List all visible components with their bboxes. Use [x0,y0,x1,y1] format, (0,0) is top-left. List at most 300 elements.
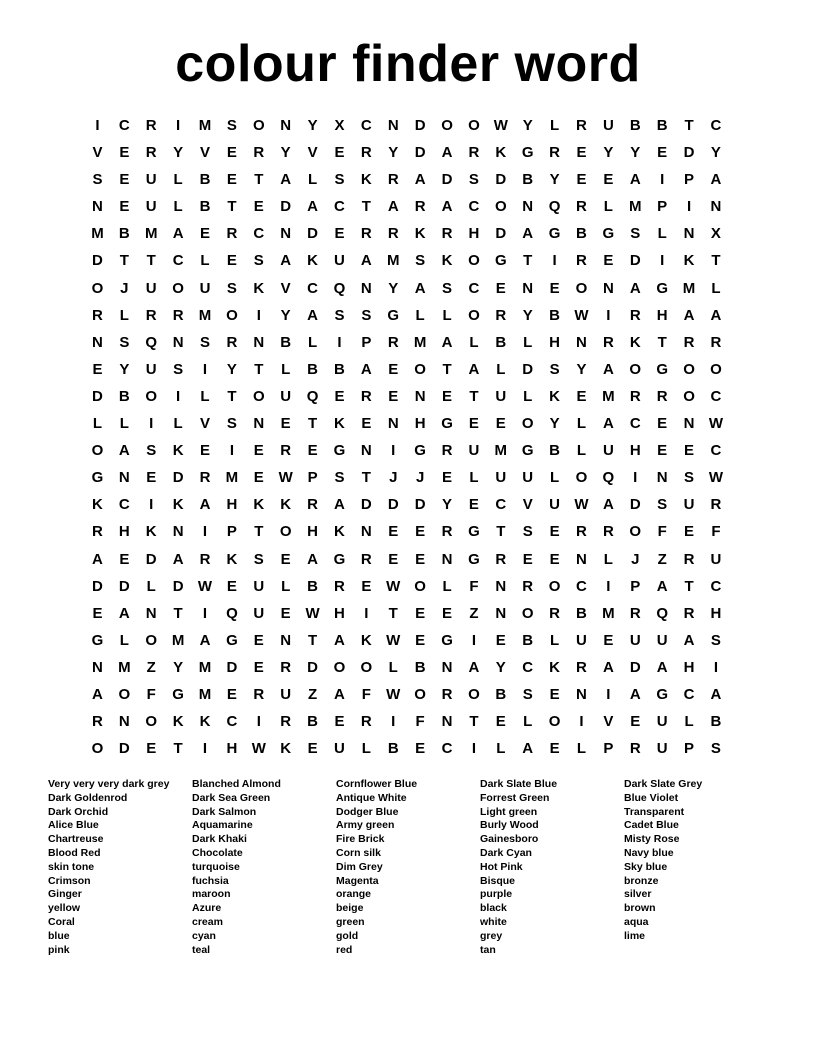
grid-letter[interactable]: I [337,333,342,351]
grid-letter[interactable]: R [172,306,184,324]
grid-letter[interactable]: H [549,333,560,351]
grid-letter[interactable]: P [630,577,641,595]
grid-letter[interactable]: G [91,469,104,487]
grid-letter[interactable]: R [468,144,480,162]
grid-letter[interactable]: R [226,225,238,243]
grid-letter[interactable]: E [415,604,426,622]
grid-letter[interactable]: L [603,550,613,568]
grid-letter[interactable]: I [202,523,208,541]
grid-letter[interactable]: K [253,496,265,514]
grid-letter[interactable]: G [656,360,668,378]
grid-letter[interactable]: B [522,631,534,649]
grid-letter[interactable]: E [603,171,614,189]
grid-letter[interactable]: K [334,415,345,433]
grid-letter[interactable]: L [496,360,506,378]
grid-letter[interactable]: M [144,225,158,243]
grid-letter[interactable]: R [280,713,292,731]
grid-letter[interactable]: E [119,198,130,216]
grid-letter[interactable]: R [199,469,211,487]
grid-letter[interactable]: I [176,117,181,134]
grid-letter[interactable]: R [522,577,534,595]
grid-letter[interactable]: F [146,685,156,703]
grid-letter[interactable]: L [173,415,183,433]
grid-letter[interactable]: C [522,658,534,676]
grid-letter[interactable]: Y [442,496,453,514]
grid-letter[interactable]: O [145,631,158,649]
grid-letter[interactable]: S [415,252,426,270]
grid-letter[interactable]: R [307,496,318,514]
grid-letter[interactable]: A [629,685,641,703]
grid-letter[interactable]: E [576,387,587,405]
grid-letter[interactable]: E [253,198,264,216]
grid-letter[interactable]: S [146,442,157,460]
grid-letter[interactable]: D [92,252,103,270]
grid-letter[interactable]: B [118,387,130,405]
grid-letter[interactable]: S [119,333,130,351]
grid-letter[interactable]: I [176,387,181,405]
grid-letter[interactable]: B [549,306,560,324]
grid-letter[interactable]: O [575,279,588,297]
grid-letter[interactable]: A [92,550,103,568]
grid-letter[interactable]: K [92,496,103,514]
grid-letter[interactable]: N [118,469,130,487]
grid-letter[interactable]: R [602,333,614,351]
grid-letter[interactable]: C [253,225,265,243]
grid-letter[interactable]: L [119,631,129,649]
grid-letter[interactable]: L [442,306,452,324]
grid-letter[interactable]: U [656,631,668,649]
grid-letter[interactable]: G [441,631,453,649]
grid-letter[interactable]: W [305,604,320,622]
grid-letter[interactable]: U [253,577,265,595]
grid-letter[interactable]: Q [306,387,319,405]
grid-letter[interactable]: G [521,442,534,460]
grid-letter[interactable]: E [442,387,453,405]
grid-letter[interactable]: Y [603,144,614,162]
grid-letter[interactable]: A [387,198,399,216]
grid-letter[interactable]: U [145,171,157,189]
grid-letter[interactable]: S [361,306,372,324]
grid-letter[interactable]: R [576,198,587,216]
grid-letter[interactable]: W [386,631,401,649]
grid-letter[interactable]: L [550,469,560,487]
grid-letter[interactable]: U [656,740,668,758]
grid-letter[interactable]: Q [656,604,668,622]
grid-letter[interactable]: C [118,117,130,134]
grid-letter[interactable]: O [118,685,131,703]
grid-letter[interactable]: R [414,198,426,216]
grid-letter[interactable]: O [710,360,722,378]
grid-letter[interactable]: L [388,658,398,676]
grid-letter[interactable]: I [149,415,154,433]
grid-letter[interactable]: N [576,550,587,568]
grid-letter[interactable]: N [387,415,399,433]
grid-letter[interactable]: D [92,577,103,595]
grid-letter[interactable]: B [629,117,641,134]
grid-letter[interactable]: M [494,442,508,460]
grid-letter[interactable]: E [200,442,211,460]
grid-letter[interactable]: G [226,631,238,649]
grid-letter[interactable]: P [657,198,668,216]
grid-letter[interactable]: L [173,198,183,216]
grid-letter[interactable]: I [364,604,369,622]
grid-letter[interactable]: D [629,496,641,514]
grid-letter[interactable]: H [118,523,130,541]
grid-letter[interactable]: E [92,360,103,378]
grid-letter[interactable]: S [334,306,345,324]
grid-letter[interactable]: S [630,225,641,243]
grid-letter[interactable]: C [226,713,238,731]
grid-letter[interactable]: U [629,631,641,649]
grid-letter[interactable]: O [521,415,534,433]
grid-letter[interactable]: R [387,171,399,189]
grid-letter[interactable]: B [334,360,345,378]
grid-letter[interactable]: E [576,144,587,162]
grid-letter[interactable]: K [629,333,641,351]
grid-letter[interactable]: H [226,496,238,514]
grid-letter[interactable]: E [361,415,372,433]
grid-letter[interactable]: S [442,279,453,297]
grid-letter[interactable]: B [495,333,507,351]
grid-letter[interactable]: A [360,252,372,270]
grid-letter[interactable]: E [307,442,318,460]
grid-letter[interactable]: S [334,171,345,189]
grid-letter[interactable]: R [360,225,372,243]
grid-letter[interactable]: E [226,577,237,595]
grid-letter[interactable]: K [226,550,238,568]
grid-letter[interactable]: T [119,252,129,270]
grid-letter[interactable]: L [200,387,210,405]
grid-letter[interactable]: B [199,171,211,189]
grid-letter[interactable]: S [522,523,533,541]
grid-letter[interactable]: N [710,198,722,216]
grid-letter[interactable]: X [710,225,721,243]
grid-letter[interactable]: P [603,740,614,758]
grid-letter[interactable]: D [118,577,130,595]
grid-letter[interactable]: H [710,604,722,622]
grid-letter[interactable]: G [441,415,453,433]
grid-letter[interactable]: D [414,496,426,514]
grid-letter[interactable]: L [523,333,533,351]
grid-letter[interactable]: G [333,550,346,568]
grid-letter[interactable]: N [145,604,157,622]
grid-letter[interactable]: B [118,225,130,243]
grid-letter[interactable]: I [606,306,611,324]
grid-letter[interactable]: I [256,306,261,324]
grid-letter[interactable]: E [361,577,372,595]
grid-letter[interactable]: F [469,577,479,595]
grid-letter[interactable]: N [441,658,453,676]
grid-letter[interactable]: L [361,740,371,758]
grid-letter[interactable]: E [549,550,560,568]
grid-letter[interactable]: E [388,523,399,541]
grid-letter[interactable]: U [280,387,292,405]
grid-letter[interactable]: D [629,252,641,270]
grid-letter[interactable]: D [172,469,184,487]
grid-letter[interactable]: O [468,252,480,270]
grid-letter[interactable]: L [469,333,479,351]
grid-letter[interactable]: V [603,713,614,731]
grid-letter[interactable]: U [468,442,480,460]
grid-letter[interactable]: U [602,117,614,134]
grid-letter[interactable]: Y [576,360,587,378]
grid-letter[interactable]: M [682,279,696,297]
grid-letter[interactable]: U [199,279,211,297]
grid-letter[interactable]: Y [495,658,506,676]
grid-letter[interactable]: A [602,360,614,378]
grid-letter[interactable]: C [710,117,722,134]
grid-letter[interactable]: E [334,225,345,243]
grid-letter[interactable]: A [172,550,184,568]
grid-letter[interactable]: Q [602,469,615,487]
grid-letter[interactable]: I [660,252,665,270]
grid-letter[interactable]: P [226,523,237,541]
grid-letter[interactable]: E [200,225,211,243]
grid-letter[interactable]: M [118,658,131,676]
grid-letter[interactable]: N [92,658,103,676]
grid-letter[interactable]: O [279,523,292,541]
grid-letter[interactable]: B [280,333,292,351]
grid-letter[interactable]: K [172,442,184,460]
grid-letter[interactable]: O [468,117,480,134]
grid-letter[interactable]: O [91,279,104,297]
grid-letter[interactable]: B [576,604,587,622]
grid-letter[interactable]: Z [307,685,318,703]
grid-letter[interactable]: A [307,198,318,216]
grid-letter[interactable]: S [684,469,695,487]
grid-letter[interactable]: B [522,171,534,189]
grid-letter[interactable]: E [253,658,264,676]
grid-letter[interactable]: O [172,279,184,297]
grid-letter[interactable]: G [333,442,346,460]
grid-letter[interactable]: R [629,306,641,324]
grid-letter[interactable]: E [226,685,237,703]
grid-letter[interactable]: R [334,577,345,595]
grid-letter[interactable]: T [684,577,694,595]
grid-letter[interactable]: L [576,740,587,758]
grid-letter[interactable]: E [119,171,130,189]
grid-letter[interactable]: H [468,225,480,243]
grid-letter[interactable]: N [522,279,534,297]
grid-letter[interactable]: E [92,604,103,622]
grid-letter[interactable]: O [629,360,642,378]
grid-letter[interactable]: M [198,306,212,324]
grid-letter[interactable]: W [708,469,724,487]
grid-letter[interactable]: N [414,387,426,405]
grid-letter[interactable]: K [334,523,345,541]
grid-letter[interactable]: T [173,604,183,622]
grid-letter[interactable]: R [683,333,695,351]
grid-letter[interactable]: Y [630,144,641,162]
grid-letter[interactable]: R [226,333,238,351]
grid-letter[interactable]: Z [146,658,156,676]
grid-letter[interactable]: M [413,333,427,351]
grid-letter[interactable]: N [360,279,372,297]
grid-letter[interactable]: U [576,631,587,649]
grid-letter[interactable]: L [523,387,533,405]
grid-letter[interactable]: A [334,685,345,703]
grid-letter[interactable]: D [307,225,318,243]
grid-letter[interactable]: S [226,279,237,297]
grid-letter[interactable]: O [575,469,588,487]
grid-letter[interactable]: Y [522,117,533,134]
grid-letter[interactable]: O [360,658,373,676]
grid-letter[interactable]: E [334,387,345,405]
grid-letter[interactable]: L [146,577,156,595]
grid-letter[interactable]: E [468,496,479,514]
grid-letter[interactable]: U [145,360,157,378]
grid-letter[interactable]: S [468,171,479,189]
grid-letter[interactable]: L [523,713,533,731]
grid-letter[interactable]: Y [388,279,399,297]
grid-letter[interactable]: C [118,496,130,514]
grid-letter[interactable]: R [253,144,265,162]
grid-letter[interactable]: O [521,604,534,622]
grid-letter[interactable]: C [441,740,453,758]
grid-letter[interactable]: A [307,306,318,324]
grid-letter[interactable]: E [495,631,506,649]
grid-letter[interactable]: R [253,685,265,703]
grid-letter[interactable]: T [657,333,667,351]
grid-letter[interactable]: L [200,252,210,270]
grid-letter[interactable]: S [334,469,345,487]
grid-letter[interactable]: R [92,713,103,731]
grid-letter[interactable]: A [334,496,345,514]
grid-letter[interactable]: K [172,713,184,731]
grid-letter[interactable]: T [361,198,371,216]
grid-letter[interactable]: L [711,279,721,297]
grid-letter[interactable]: R [280,658,292,676]
grid-letter[interactable]: E [415,740,426,758]
grid-letter[interactable]: E [226,144,237,162]
grid-letter[interactable]: E [280,415,291,433]
grid-letter[interactable]: I [660,171,665,189]
grid-letter[interactable]: E [253,631,264,649]
grid-letter[interactable]: A [522,225,534,243]
grid-letter[interactable]: K [441,252,453,270]
grid-letter[interactable]: A [199,496,211,514]
grid-letter[interactable]: S [200,333,211,351]
grid-letter[interactable]: X [334,117,345,134]
grid-letter[interactable]: E [415,550,426,568]
grid-letter[interactable]: R [360,144,372,162]
grid-letter[interactable]: W [197,577,213,595]
grid-letter[interactable]: J [389,469,398,487]
grid-letter[interactable]: E [549,523,560,541]
grid-letter[interactable]: E [549,279,560,297]
grid-letter[interactable]: R [629,604,641,622]
grid-letter[interactable]: I [713,658,719,676]
grid-letter[interactable]: I [202,740,208,758]
grid-letter[interactable]: M [198,117,212,134]
grid-letter[interactable]: O [468,685,480,703]
grid-letter[interactable]: R [387,333,399,351]
grid-letter[interactable]: E [226,252,237,270]
grid-letter[interactable]: Y [173,658,184,676]
grid-letter[interactable]: N [92,333,103,351]
grid-letter[interactable]: R [602,523,614,541]
grid-letter[interactable]: E [442,469,453,487]
grid-letter[interactable]: D [360,496,372,514]
grid-letter[interactable]: L [576,415,587,433]
grid-letter[interactable]: W [708,415,724,433]
grid-letter[interactable]: H [226,740,238,758]
grid-letter[interactable]: H [656,306,668,324]
grid-letter[interactable]: F [711,523,721,541]
grid-letter[interactable]: G [414,442,426,460]
grid-letter[interactable]: G [548,225,561,243]
grid-letter[interactable]: D [495,171,507,189]
grid-letter[interactable]: U [710,550,722,568]
grid-letter[interactable]: T [254,360,264,378]
grid-letter[interactable]: K [145,523,157,541]
grid-letter[interactable]: J [631,550,640,568]
grid-letter[interactable]: D [414,117,426,134]
grid-letter[interactable]: C [683,685,695,703]
grid-letter[interactable]: O [683,360,695,378]
grid-letter[interactable]: N [118,713,130,731]
grid-letter[interactable]: I [149,496,154,514]
grid-letter[interactable]: A [468,658,480,676]
grid-letter[interactable]: M [91,225,104,243]
grid-letter[interactable]: V [200,144,211,162]
grid-letter[interactable]: N [441,713,453,731]
grid-letter[interactable]: N [280,631,292,649]
grid-letter[interactable]: K [280,496,292,514]
grid-letter[interactable]: O [145,387,158,405]
grid-letter[interactable]: M [602,387,615,405]
grid-letter[interactable]: S [226,117,237,134]
grid-letter[interactable]: E [280,604,291,622]
grid-letter[interactable]: S [253,550,264,568]
grid-letter[interactable]: S [226,415,237,433]
grid-letter[interactable]: O [414,685,426,703]
grid-letter[interactable]: E [146,469,157,487]
grid-letter[interactable]: Y [549,415,560,433]
grid-letter[interactable]: I [471,740,476,758]
grid-letter[interactable]: E [657,442,668,460]
grid-letter[interactable]: Y [280,306,291,324]
grid-letter[interactable]: A [683,306,695,324]
grid-letter[interactable]: O [414,577,426,595]
grid-letter[interactable]: Q [226,604,238,622]
grid-letter[interactable]: C [495,496,507,514]
grid-letter[interactable]: A [441,198,453,216]
grid-letter[interactable]: S [710,631,721,649]
grid-letter[interactable]: N [172,523,184,541]
grid-letter[interactable]: O [548,577,561,595]
grid-letter[interactable]: L [550,631,560,649]
grid-letter[interactable]: L [415,306,425,324]
grid-letter[interactable]: O [145,713,158,731]
grid-letter[interactable]: R [576,117,587,134]
grid-letter[interactable]: U [495,387,507,405]
grid-letter[interactable]: O [494,198,507,216]
grid-letter[interactable]: N [602,279,614,297]
grid-letter[interactable]: Y [280,144,291,162]
grid-letter[interactable]: T [469,387,479,405]
grid-letter[interactable]: R [441,685,453,703]
grid-letter[interactable]: M [198,658,212,676]
grid-letter[interactable]: C [710,577,722,595]
grid-letter[interactable]: K [199,713,211,731]
grid-letter[interactable]: C [307,279,318,297]
grid-letter[interactable]: N [495,577,507,595]
grid-letter[interactable]: T [254,523,264,541]
grid-letter[interactable]: R [145,144,157,162]
grid-letter[interactable]: K [495,144,507,162]
grid-letter[interactable]: N [441,550,453,568]
